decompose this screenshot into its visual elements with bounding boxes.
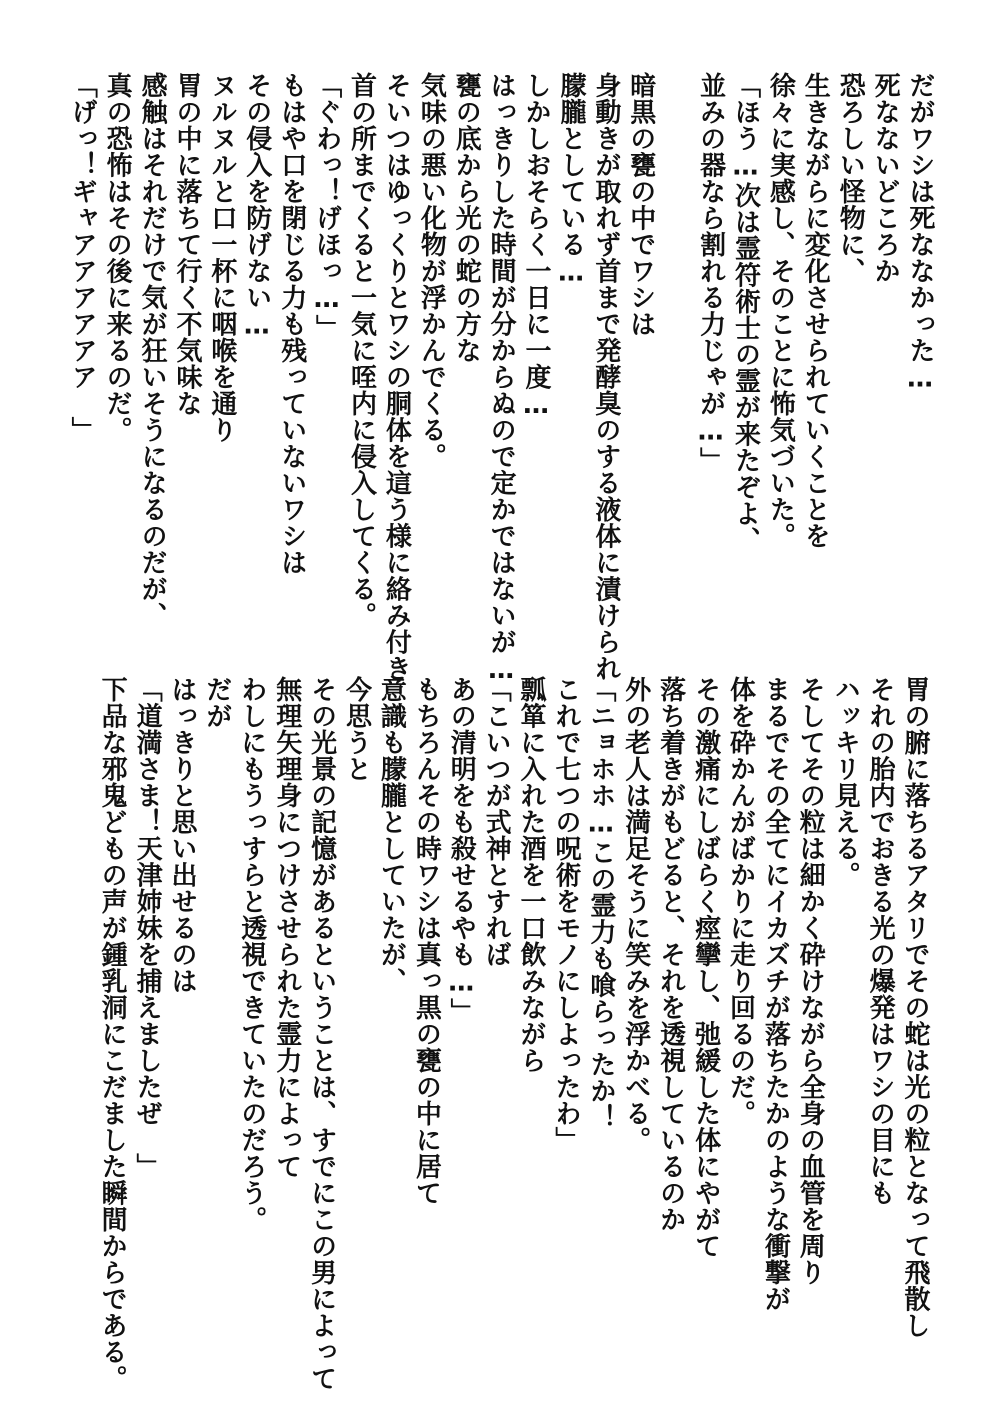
text-line: 「道満さま！天津姉妹を捕えましたぜ 」 — [132, 676, 163, 1180]
text-line: はっきりした時間が分からぬので定かではないが… — [486, 72, 517, 686]
text-line: そいつはゆっくりとワシの胴体を這う様に絡み付き — [381, 72, 412, 682]
text-line: 瓢箪に入れた酒を一口飲みながら — [516, 676, 547, 1074]
text-line: だがワシは死ななかった… — [905, 72, 935, 394]
text-line: 真の恐怖はその後に来るのだ。 — [102, 72, 133, 443]
text-line: 首の所までくると一気に咥内に侵入してくる。 — [346, 72, 377, 629]
text-line: 「ほう…次は霊符術士の霊が来たぞよ、 — [730, 72, 761, 553]
top-text-block — [67, 72, 937, 686]
text-line: 身動きが取れず首まで発酵臭のする液体に漬けられ — [590, 72, 621, 682]
text-line: 感触はそれだけで気が狂いそうになるのだが、 — [137, 72, 168, 629]
text-line: ハッキリ見える。 — [830, 676, 861, 888]
bottom-text-block — [72, 676, 932, 1392]
text-line: 暗黒の甕の中でワシは — [625, 72, 656, 337]
text-line: 体を砕かんがばかりに走り回るのだ。 — [725, 676, 756, 1127]
text-line: 死なないどころか — [870, 72, 901, 284]
text-line: だが — [201, 676, 232, 729]
text-line: 外の老人は満足そうに笑みを浮かべる。 — [620, 676, 651, 1153]
text-line: その激痛にしばらく痙攣し、弛緩した体にやがて — [690, 676, 721, 1259]
paragraph-gap — [658, 72, 693, 672]
text-line: もちろんその時ワシは真っ黒の甕の中に居て — [411, 676, 442, 1206]
text-line: その侵入を防げない… — [241, 72, 272, 341]
text-line: その光景の記憶があるということは、すでにこの男によって — [306, 676, 337, 1392]
text-line: 徐々に実感し、そのことに怖気づいた。 — [765, 72, 796, 549]
text-line: まるでその全てにイカズチが落ちたかのような衝撃が — [760, 676, 791, 1312]
text-line: 朦朧としている… — [555, 72, 586, 288]
text-line: 「げっ！ギャアアアアアア 」 — [67, 72, 98, 443]
text-line: 胃の腑に落ちるアタリでその蛇は光の粒となって飛散し — [900, 676, 930, 1339]
text-line: それの胎内でおきる光の爆発はワシの目にも — [865, 676, 896, 1206]
text-line: 生きながらに変化させられていくことを — [800, 72, 831, 549]
text-line: 無理矢理身につけさせられた霊力によって — [271, 676, 302, 1180]
text-line: 気味の悪い化物が浮かんでくる。 — [416, 72, 447, 470]
text-line: わしにもうっすらと透視できていたのだろう。 — [236, 676, 267, 1233]
text-line: 今思うと — [341, 676, 372, 782]
text-line: 「ぐわっ！げほっ…」 — [311, 72, 342, 341]
text-line: 意識も朦朧としていたが、 — [376, 676, 407, 994]
text-line: 甕の底から光の蛇の方な — [451, 72, 482, 364]
text-line: 「ニョホホ…この霊力も喰らったか！ — [585, 676, 616, 1131]
text-line: ヌルヌルと口一杯に咽喉を通り — [206, 72, 237, 443]
text-line: 「こいつが式神とすれば — [481, 676, 512, 968]
text-line: そしてその粒は細かく砕けながら全身の血管を周り — [795, 676, 826, 1286]
text-line: 胃の中に落ちて行く不気味な — [171, 72, 202, 417]
text-line: あの清明をも殺せるやも…」 — [446, 676, 477, 1025]
text-line: もはや口を閉じる力も残っていないワシは — [276, 72, 307, 576]
text-line: はっきりと思い出せるのは — [166, 676, 197, 994]
text-line: これで七つの呪術をモノにしよったわ」 — [550, 676, 581, 1153]
text-line: 恐ろしい怪物に、 — [835, 72, 866, 284]
text-line: しかしおそらく一日に一度… — [521, 72, 552, 421]
text-line: 落ち着きがもどると、それを透視しているのか — [655, 676, 686, 1233]
text-line: 並みの器なら割れる力じゃが…」 — [695, 72, 726, 474]
text-line: 下品な邪鬼どもの声が鍾乳洞にこだました瞬間からである。 — [97, 676, 128, 1392]
